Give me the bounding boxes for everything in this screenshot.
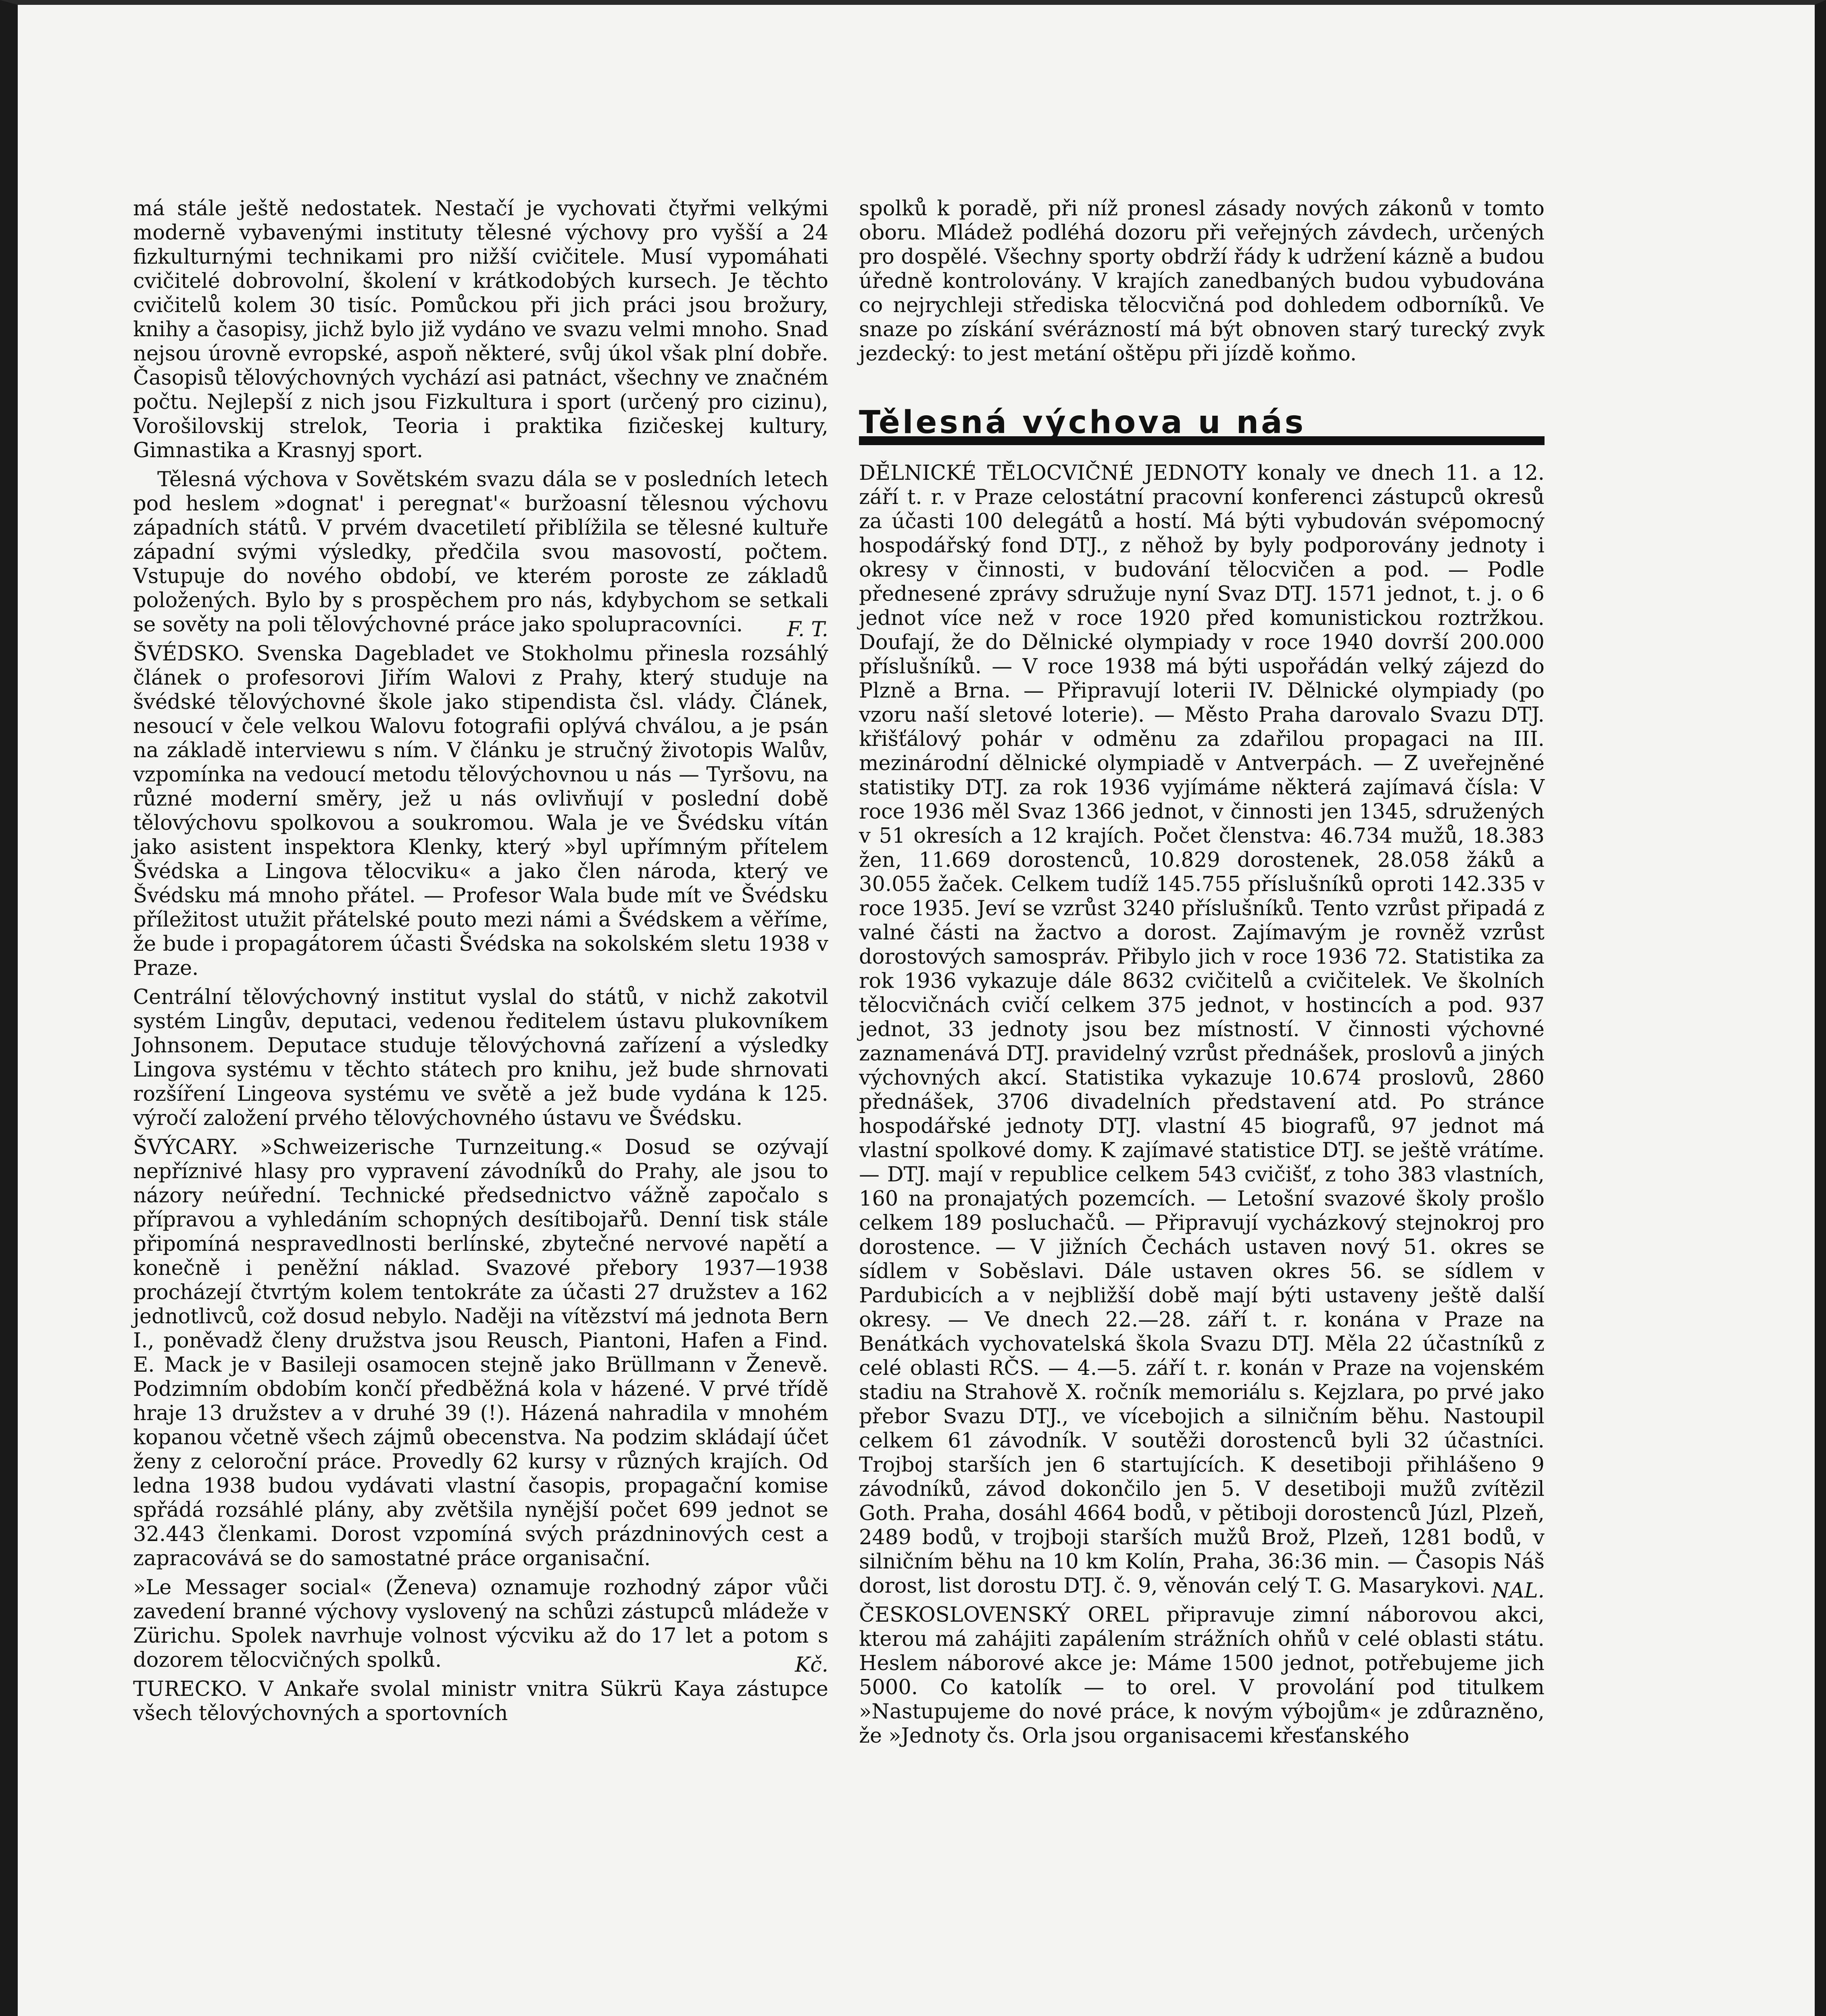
left-column	[133, 197, 828, 1731]
author-signature: Kč.	[795, 1653, 828, 1677]
paragraph-soviet-cont: má stále ještě nedostatek. Nestačí je vychovati čtyřmi velkými moderně vybavenými instituty tělesné výchovy pro vyšší a 24 fizkulturnými technikami pro nižší cvičitele. Musí vypomáhati cvičitelé dobrovolní, školení v krátkodobých kursech. Je těchto cvičitelů kolem 30 tisíc. Pomůckou při jich práci jsou brožury, knihy a časopisy, jichž bylo již vydáno ve svazu velmi mnoho. Snad nejsou úrovně evropské, aspoň některé, svůj úkol však plní dobře. Časopisů tělovýchovných vychází asi patnáct, všechny ve značném počtu. Nejlepší z nich jsou Fizkultura i sport (určený pro cizinu), Vorošilovskij strelok, Teoria i praktika fizičeskej kultury, Gimnastika a Krasnyj sport.	[133, 197, 828, 462]
paragraph-dtj: DĚLNICKÉ TĚLOCVIČNÉ JEDNOTY konaly ve dnech 11. a 12. září t. r. v Praze celostátní pracovní konferenci zástupců okresů za účasti 100 delegátů a hostí. Má býti vybudován svépomocný hospodářský fond DTJ., z něhož by byly podporovány jednoty i okresy v činnosti, v budování tělocvičen a pod. — Podle přednesené zprávy sdružuje nyní Svaz DTJ. 1571 jednot, t. j. o 6 jednot více než v roce 1920 před komunistickou roztržkou. Doufají, že do Dělnické olympiady v roce 1940 dovrší 200.000 příslušníků. — V roce 1938 má býti uspořádán velký zájezd do Plzně a Brna. — Připravují loterii IV. Dělnické olympiady (po vzoru naší sletové loterie). — Město Praha darovalo Svazu DTJ. křišťálový pohár v odměnu za zdařilou propagaci na III. mezinárodní dělnické olympiadě v Antverpách. — Z uveřejněné statistiky DTJ. za rok 1936 vyjímáme některá zajímavá čísla: V roce 1936 měl Svaz 1366 jednot, v činnosti jen 1345, sdružených v 51 okresích a 12 krajích. Počet členstva: 46.734 mužů, 18.383 žen, 11.669 dorostenců, 10.829 dorostenek, 28.058 žáků a 30.055 žaček. Celkem tudíž 145.755 příslušníků oproti 142.335 v roce 1935. Jeví se vzrůst 3240 příslušníků. Tento vzrůst připadá z valné části na žactvo a dorost. Zajímavým je rovněž vzrůst dorostových samospráv. Přibylo jich v roce 1936 72. Statistika za rok 1936 vykazuje dále 8632 cvičitelů a cvičitelek. Ve školních tělocvičnách cvičí celkem 375 jednot, v hostincích a pod. 937 jednot, 33 jednoty jsou bez místností. V činnosti výchovné zaznamenává DTJ. pravidelný vzrůst přednášek, proslovů a jiných výchovných akcí. Statistika vykazuje 10.674 proslovů, 2860 přednášek, 3706 divadelních představení atd. Po stránce hospodářské jednoty DTJ. vlastní 45 biografů, 97 jednot má vlastní spolkové domy. K zajímavé statistice DTJ. se ještě vrátíme. — DTJ. mají v republice celkem 543 cvičišť, z toho 383 vlastních, 160 na pronajatých pozemcích. — Letošní svazové školy prošlo celkem 189 posluchačů. — Připravují vycházkový stejnokroj pro dorostence. — V jižních Čechách ustaven nový 51. okres se sídlem v Soběslavi. Dále ustaven okres 56. se sídlem v Pardubicích a v nejbližší době mají býti ustaveny ještě další okresy. — Ve dnech 22.—28. září t. r. konána v Praze na Benátkách vychovatelská škola Svazu DTJ. Měla 22 účastníků z celé oblasti RČS. — 4.—5. září t. r. konán v Praze na vojenském stadiu na Strahově X. ročník memoriálu s. Kejzlara, po prvé jako přebor Svazu DTJ., ve vícebojich a silničním běhu. Nastoupil celkem 61 závodník. V soutěži dorostenců byli 32 účastníci. Trojboj starších jen 6 startujících. K desetiboji přihlášeno 9 závodníků, závod dokončilo jen 5. V desetiboji mužů zvítězil Goth. Praha, dosáhl 4664 bodů, v pětiboji dorostenců Júzl, Plzeň, 2489 bodů, v trojboji starších mužů Brož, Plzeň, 1281 bodů, v silničním běhu na 10 km Kolín, Praha, 36:36 min. — Časopis Náš dorost, list dorostu DTJ. č. 9, věnován celý T. G. Masarykovi.	[859, 461, 1545, 1598]
paragraph-switzerland: ŠVÝCARY. »Schweizerische Turnzeitung.« Dosud se ozývají nepříznivé hlasy pro vypravení závodníků do Prahy, ale jsou to názory neúřední. Technické předsednictvo vážně započalo s přípravou a vyhledáním schopných desítibojařů. Denní tisk stále připomíná nespravedlnosti berlínské, zbytečné nervové napětí a konečně i peněžní náklad. Svazové přebory 1937—1938 procházejí čtvrtým kolem tentokráte za účasti 27 družstev a 162 jednotlivců, což dosud nebylo. Naději na vítězství má jednota Bern I., poněvadž členy družstva jsou Reusch, Piantoni, Hafen a Find. E. Mack je v Basileji osamocen stejně jako Brüllmann v Ženevě. Podzimním obdobím končí předběžná kola v házené. V prvé třídě hraje 13 družstev a v druhé 39 (!). Házená nahradila v mnohém kopanou včetně všech zájmů obecenstva. Na podzim skládají účet ženy z celoroční práce. Provedly 62 kursy v různých krajích. Od ledna 1938 budou vydávati vlastní časopis, propagační komise spřádá rozsáhlé plány, aby zvětšila nynější počet 699 jednot se 32.443 členkami. Dorost vzpomíná svých prázdninových cest a zapracovává se do samostatné práce organisační.	[133, 1135, 828, 1570]
right-column	[859, 197, 1545, 1753]
paragraph-turkey: TURECKO. V Ankaře svolal ministr vnitra Sükrü Kaya zástupce všech tělovýchovných a sportovních	[133, 1677, 828, 1725]
author-signature: F. T.	[787, 618, 828, 641]
section-heading: Tělesná výchova u nás	[859, 410, 1545, 445]
author-signature: NAL.	[1491, 1579, 1545, 1603]
paragraph-messager: »Le Messager social« (Ženeva) oznamuje rozhodný zápor vůči zavedení branné výchovy vyslovený na schůzi zástupců mládeže v Zürichu. Spolek navrhuje volnost výcviku až do 17 let a potom s dozorem tělocvičných spolků.	[133, 1576, 828, 1672]
paragraph-sweden: ŠVÉDSKO. Svenska Dagebladet ve Stokholmu přinesla rozsáhlý článek o profesorovi Jiřím Walovi z Prahy, který studuje na švédské tělovýchovné škole jako stipendista čsl. vlády. Článek, nesoucí v čele velkou Walovu fotografii oplývá chválou, a je psán na základě interviewu s ním. V článku je stručný životopis Walův, vzpomínka na vedoucí metodu tělovýchovnou u nás — Tyršovu, na různé moderní směry, jež u nás ovlivňují v poslední době tělovýchovu spolkovou a soukromou. Wala je ve Švédsku vítán jako asistent inspektora Klenky, který »byl upřímným přítelem Švédska a Lingova tělocviku« a jako člen národa, který ve Švédsku má mnoho přátel. — Profesor Wala bude mít ve Švédsku příležitost utužit přátelské pouto mezi námi a Švédskem a věříme, že bude i propagátorem účasti Švédska na sokolském sletu 1938 v Praze.	[133, 642, 828, 980]
paragraph-sweden-institute: Centrální tělovýchovný institut vyslal do států, v nichž zakotvil systém Lingův, deputaci, vedenou ředitelem ústavu plukovníkem Johnsonem. Deputace studuje tělovýchovná zařízení a výsledky Lingova systému v těchto státech pro knihu, jež bude shrnovati rozšíření Lingeova systému ve světě a jež bude vydána k 125. výročí založení prvého tělovýchovného ústavu ve Švédsku.	[133, 985, 828, 1130]
paragraph-turkey-cont: spolků k poradě, při níž pronesl zásady nových zákonů v tomto oboru. Mládež podléhá dozoru při veřejných závdech, určených pro dospělé. Všechny sporty obdrží řády k udržení kázně a budou úředně kontrolovány. V krajích zanedbaných budou vybudována co nejrychleji střediska tělocvičná pod dohledem odborníků. Ve snaze po získání svérázností má být obnoven starý turecký zvyk jezdecký: to jest metání oštěpu při jízdě koňmo.	[859, 197, 1545, 366]
paragraph-orel: ČESKOSLOVENSKÝ OREL připravuje zimní náborovou akci, kterou má zahájiti zapálením strážních ohňů v celé oblasti státu. Heslem náborové akce je: Máme 1500 jednot, potřebujeme jich 5000. Co katolík — to orel. V provolání pod titulkem »Nastupujeme do nové práce, k novým výbojům« je zdůrazněno, že »Jednoty čs. Orla jsou organisacemi křesťanského	[859, 1603, 1545, 1748]
paragraph-soviet-summary: Tělesná výchova v Sovětském svazu dála se v posledních letech pod heslem »dognat' i peregnat'« buržoasní tělesnou výchovu západních států. V prvém dvacetiletí přiblížila se tělesné kultuře západní svými výsledky, předčila svou masovostí, počtem. Vstupuje do nového období, ve kterém poroste ze základů položených. Bylo by s prospěchem pro nás, kdybychom se setkali se sověty na poli tělovýchovné práce jako spolupracovníci.	[133, 468, 828, 637]
